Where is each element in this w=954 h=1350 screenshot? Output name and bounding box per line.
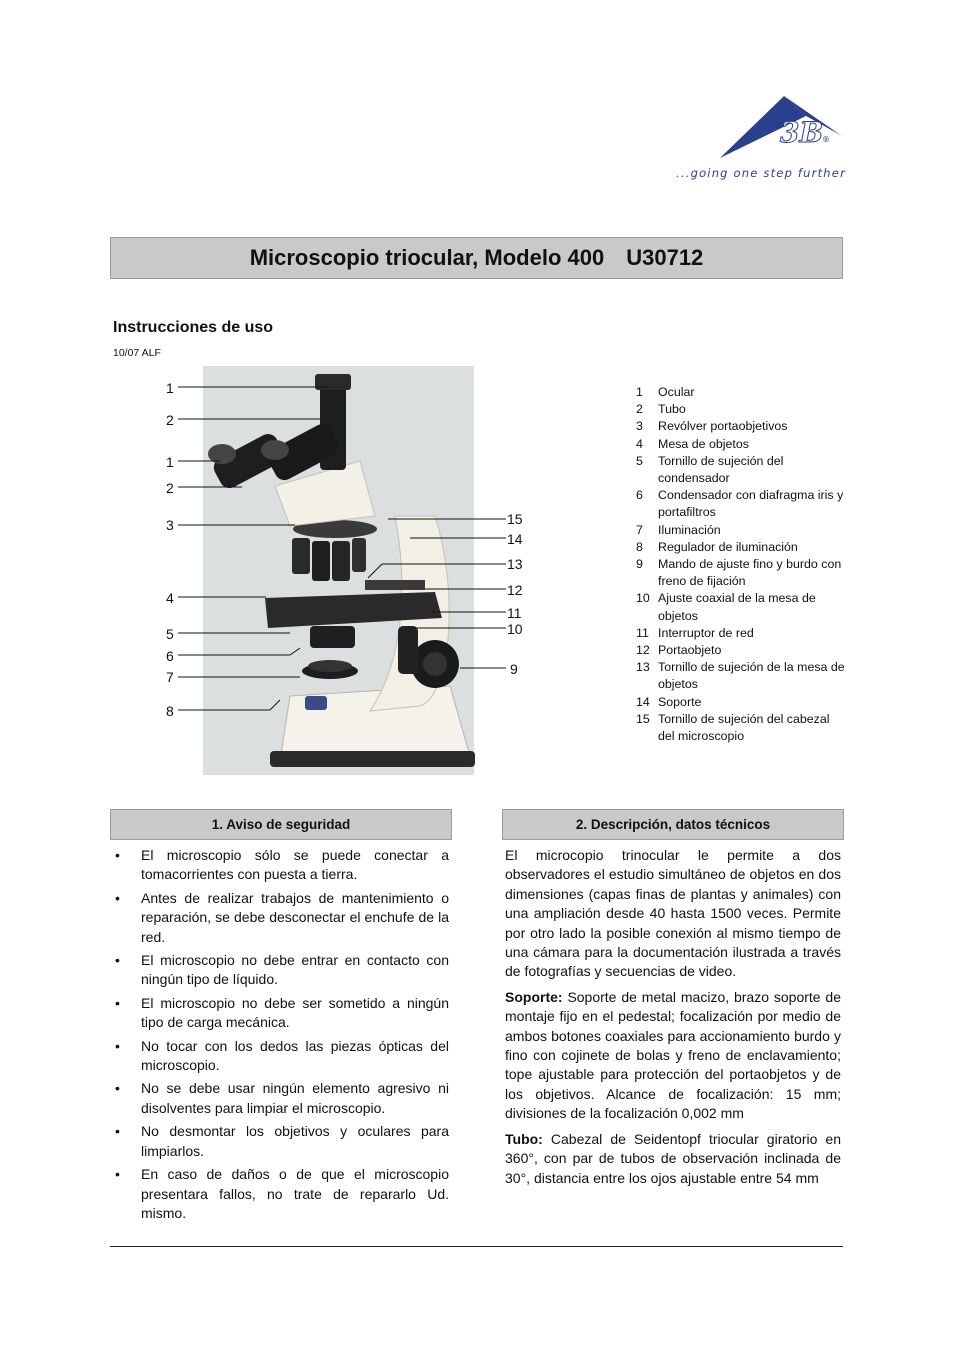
legend-number: 13 [636,660,650,675]
callout-label: 8 [166,703,174,719]
legend-text: Condensador con diafragma iris y portafiltros [658,488,844,520]
footer-divider [110,1246,843,1247]
base-badge [305,696,327,710]
callout-label: 6 [166,648,174,664]
legend-text: Ajuste coaxial de la mesa de objetos [658,591,816,623]
bullet-icon: • [115,1166,120,1183]
bullet-icon: • [115,994,120,1011]
callout-label: 12 [507,582,523,598]
brand-tagline: ...going one step further [676,166,846,180]
description-soporte [505,988,841,1124]
legend-item [636,659,846,693]
legend-text: Tornillo de sujeción del condensador [658,453,784,486]
bullet-icon: • [115,1080,120,1097]
list-item [113,889,449,947]
legend-text: Mando de ajuste fino y burdo con freno de fijación [658,557,842,589]
bullet-icon: • [115,847,120,863]
callout-label: 11 [507,605,522,621]
soporte-label: Soporte: [505,988,563,1005]
legend-number: 2 [636,402,643,417]
list-item-text: No tocar con los dedos las piezas ópticas del microscopio. [141,1037,449,1074]
legend-item [636,711,846,745]
legend-text: Portaobjeto [658,643,722,658]
legend-number: 14 [636,694,650,709]
legend-number: 9 [636,557,643,572]
legend-number: 3 [636,419,643,434]
legend-number: 1 [636,385,643,399]
list-item-text: El microscopio no debe ser sometido a ningún tipo de carga mecánica. [141,994,449,1031]
list-item [113,1165,449,1223]
legend-item [636,418,846,435]
safety-section-heading: 1. Aviso de seguridad [110,809,452,840]
legend-number: 12 [636,643,650,658]
document-title: Microscopio triocular, Modelo 400 [249,245,605,270]
legend-number: 15 [636,711,650,726]
legend-number: 5 [636,453,643,468]
legend-item [636,590,846,624]
callout-label: 10 [507,621,523,637]
description-text [505,846,841,1194]
microscope-base [270,751,475,767]
list-item [113,1037,449,1076]
legend-number: 8 [636,539,643,554]
list-item-text: En caso de daños o de que el microscopio presentara fallos, no trate de repararlo Ud. mismo. [141,1166,449,1221]
callout-label: 15 [507,511,523,527]
legend-text: Iluminación [658,522,721,537]
bullet-icon: • [115,1037,120,1054]
list-item-text: No se debe usar ningún elemento agresivo ni disolventes para limpiar el microscopio. [141,1080,449,1116]
callout-label: 5 [166,626,174,642]
legend-item [636,453,846,487]
list-item [113,1079,449,1118]
legend-text: Regulador de iluminación [658,539,798,554]
document-title-bar [110,237,843,279]
callout-label: 2 [166,412,174,428]
logo-wordmark: 3B [780,116,824,149]
legend-number: 4 [636,436,643,451]
list-item [113,1122,449,1161]
legend-text: Ocular [658,385,695,399]
list-item-text: Antes de realizar trabajos de mantenimiento o reparación, se debe desconectar el enchufe de la red. [141,889,449,945]
svg-text:®: ® [822,135,830,144]
legend-text: Interruptor de red [658,625,754,640]
list-item-text: No desmontar los objetivos y oculares para limpiarlos. [141,1123,449,1159]
legend-text: Tubo [658,402,686,417]
legend-item [636,694,846,711]
legend-text: Revólver portaobjetivos [658,419,788,434]
legend-item [636,522,846,539]
callout-label: 2 [166,480,174,496]
legend-text: Tornillo de sujeción de la mesa de objetos [658,660,845,692]
callout-label: 3 [166,517,174,533]
callout-label: 9 [510,661,518,677]
legend-item [636,625,846,642]
legend-number: 6 [636,488,643,503]
legend-text: Mesa de objetos [658,436,749,451]
condenser [310,626,355,648]
tubo-text: Cabezal de Seidentopf triocular giratorio en 360°, con par de tubos de observación inclinada de 30°, distancia entre los ojos ajustable entre 54 mm [505,1130,842,1186]
legend-item [636,401,846,418]
description-intro: El microcopio trinocular le permite a dos observadores el estudio simultáneo de objetos en dos dimensiones (capas finas de plantas y animales) con una ampliación desde 40 hasta 1500 veces. Permite por otro lado la posible conexión al mismo tiempo de una cámara para la documentación ilustrada a través de fotografías y secuencias de video. [505,847,841,980]
list-item [113,951,449,990]
legend-text: Soporte [658,694,702,709]
logo-triangle-icon [676,92,846,164]
legend-text: Tornillo de sujeción del cabezal del microscopio [658,711,830,744]
safety-list [113,846,449,1227]
legend-item [636,642,846,659]
list-item-text: El microscopio sólo se puede conectar a tomacorrientes con puesta a tierra. [141,847,449,883]
callout-label: 1 [166,380,174,396]
section-subtitle: Instrucciones de uso [113,319,274,336]
product-code: U30712 [626,245,704,270]
list-item [113,846,449,885]
callout-label: 4 [166,590,174,606]
legend-item [636,436,846,453]
callout-label: 1 [166,454,174,470]
legend-number: 7 [636,522,643,537]
brand-logo [676,92,846,184]
soporte-text: Soporte de metal macizo, brazo soporte de montaje fijo en el pedestal; focalización por medio de ambos botones coaxiales para accionamiento burdo y fino con cojinete de bolas y freno de enclavamiento; tope ajustable para protección del portaobjetos y de los objetivos. Alcance de focalización: 15 mm; divisiones de la focalización 0,002 mm [505,988,842,1122]
list-item [113,994,449,1033]
callout-label: 13 [507,556,523,572]
callout-label: 14 [507,531,523,547]
bullet-icon: • [115,889,120,906]
legend-number: 11 [636,625,649,640]
legend-item [636,556,846,590]
date-code: 10/07 ALF [113,347,161,359]
parts-legend [636,384,846,745]
tubo-label: Tubo: [505,1130,543,1147]
description-section-heading: 2. Descripción, datos técnicos [502,809,844,840]
description-tubo [505,1130,841,1188]
legend-item [636,384,846,401]
callout-label: 7 [166,669,174,685]
microscope-illustration [160,366,540,776]
list-item-text: El microscopio no debe entrar en contacto con ningún tipo de líquido. [141,952,449,988]
bullet-icon: • [115,952,120,969]
legend-item [636,487,846,521]
legend-item [636,539,846,556]
bullet-icon: • [115,1123,120,1140]
legend-number: 10 [636,591,650,606]
